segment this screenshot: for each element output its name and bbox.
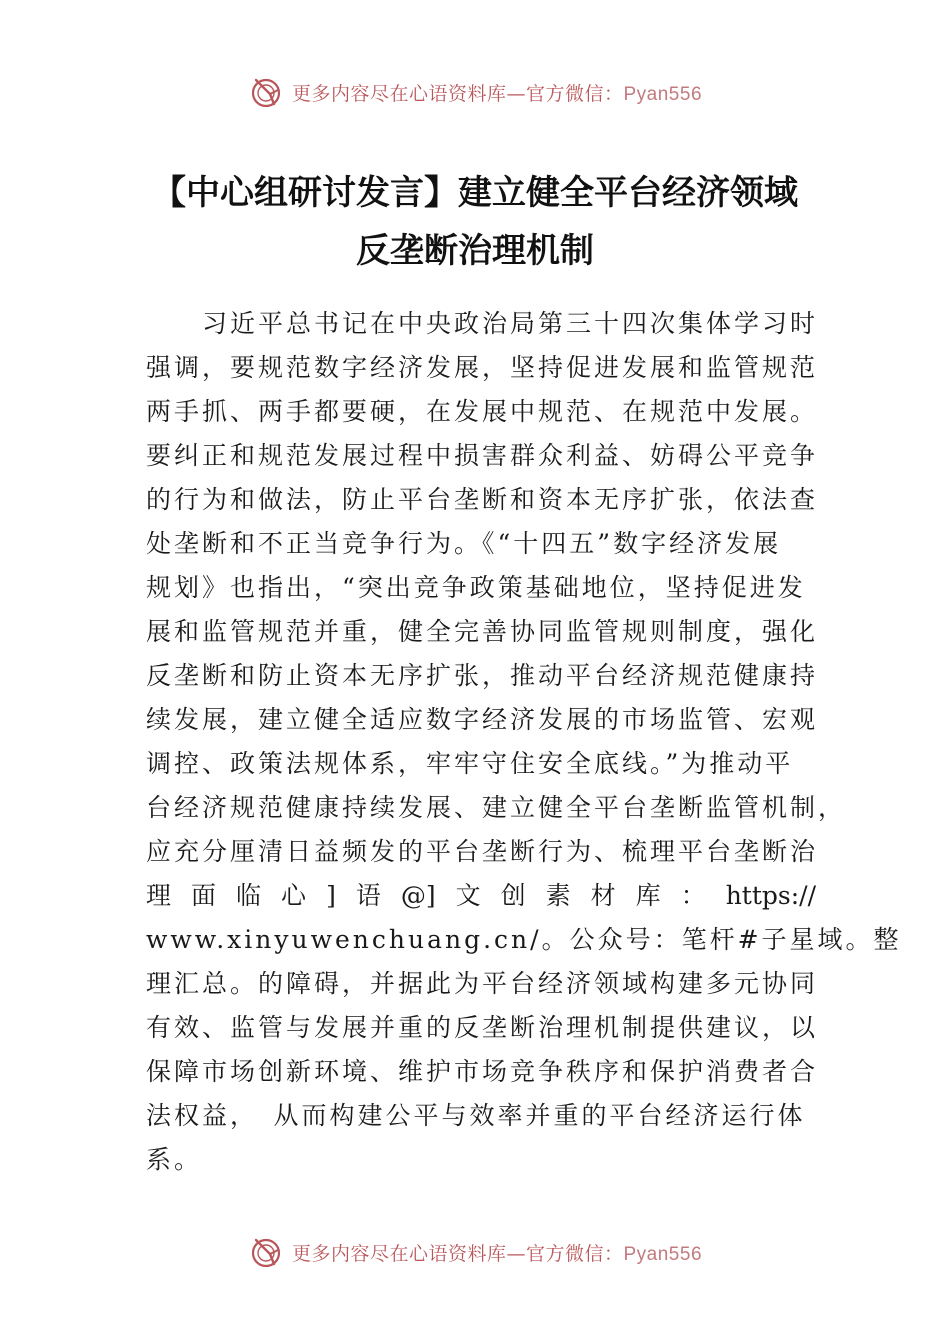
- footer-banner-text: 更多内容尽在心语资料库—官方微信：: [291, 1242, 624, 1265]
- paragraph-line: 理汇总。的障碍，并据此为平台经济领域构建多元协同: [146, 969, 819, 998]
- paragraph-line: 保障市场创新环境、维护市场竞争秩序和保护消费者合: [146, 1057, 819, 1086]
- header-banner-text: 更多内容尽在心语资料库—官方微信：: [291, 82, 624, 105]
- watermark-token: 面: [191, 881, 217, 910]
- watermark-token: 库: [635, 881, 661, 910]
- paragraph-line: 续发展，建立健全适应数字经济发展的市场监管、宏观: [146, 705, 819, 734]
- paragraph-line: 法权益， 从而构建公平与效率并重的平台经济运行体: [146, 1101, 806, 1130]
- body-paragraph: [146, 302, 902, 1182]
- paragraph-line: 展和监管规范并重，健全完善协同监管规则制度，强化: [146, 617, 819, 646]
- paragraph-line: 习近平总书记在中央政治局第三十四次集体学习时: [146, 309, 819, 338]
- paragraph-line: 的行为和做法，防止平台垄断和资本无序扩张，依法查: [146, 485, 819, 514]
- header-banner: [0, 70, 950, 114]
- watermark-token: https://: [725, 881, 816, 910]
- watermark-token: 文: [455, 881, 481, 910]
- watermark-token: 创: [500, 881, 526, 910]
- footer-banner: [0, 1230, 950, 1274]
- paragraph-line: 有效、监管与发展并重的反垄断治理机制提供建议，以: [146, 1013, 819, 1042]
- watermark-token: @]: [400, 881, 436, 910]
- paragraph-line: 调控、政策法规体系，牢牢守住安全底线。”为推动平: [146, 749, 794, 778]
- watermark-token: ：: [680, 881, 706, 910]
- paragraph-line: 两手抓、两手都要硬，在发展中规范、在规范中发展。: [146, 397, 819, 426]
- title-line: 反垄断治理机制: [356, 231, 594, 271]
- watermark-token: 素: [545, 881, 571, 910]
- watermark-token: 材: [590, 881, 616, 910]
- paragraph-line: 系。: [146, 1145, 203, 1174]
- footer-wechat-id: Pyan556: [623, 1243, 703, 1265]
- paragraph-line: 台经济规范健康持续发展、建立健全平台垄断监管机制，: [146, 793, 847, 822]
- page-title: [60, 164, 890, 280]
- paragraph-line: 反垄断和防止资本无序扩张，推动平台经济规范健康持: [146, 661, 819, 690]
- watermark-token: 理: [146, 881, 172, 910]
- title-line: 【中心组研讨发言】建立健全平台经济领域: [152, 173, 798, 213]
- paragraph-line: www.xinyuwenchuang.cn/。公众号：笔杆#子星域。整: [146, 925, 902, 954]
- header-wechat-id: Pyan556: [623, 83, 703, 105]
- paragraph-line: 强调，要规范数字经济发展，坚持促进发展和监管规范: [146, 353, 819, 382]
- library-logo-icon: [248, 1234, 284, 1270]
- watermark-token: 临: [236, 881, 262, 910]
- watermark-token: 心: [281, 881, 307, 910]
- library-logo-icon: [248, 74, 284, 110]
- paragraph-line: 要纠正和规范发展过程中损害群众利益、妨碍公平竞争: [146, 441, 819, 470]
- watermark-line: [146, 874, 816, 918]
- paragraph-line: 处垄断和不正当竞争行为。《“十四五”数字经济发展: [146, 529, 782, 558]
- watermark-token: 语: [355, 881, 381, 910]
- paragraph-line: 规划》也指出，“突出竞争政策基础地位，坚持促进发: [146, 573, 806, 602]
- paragraph-line: 应充分厘清日益频发的平台垄断行为、梳理平台垄断治: [146, 837, 819, 866]
- watermark-token: ]: [326, 881, 336, 910]
